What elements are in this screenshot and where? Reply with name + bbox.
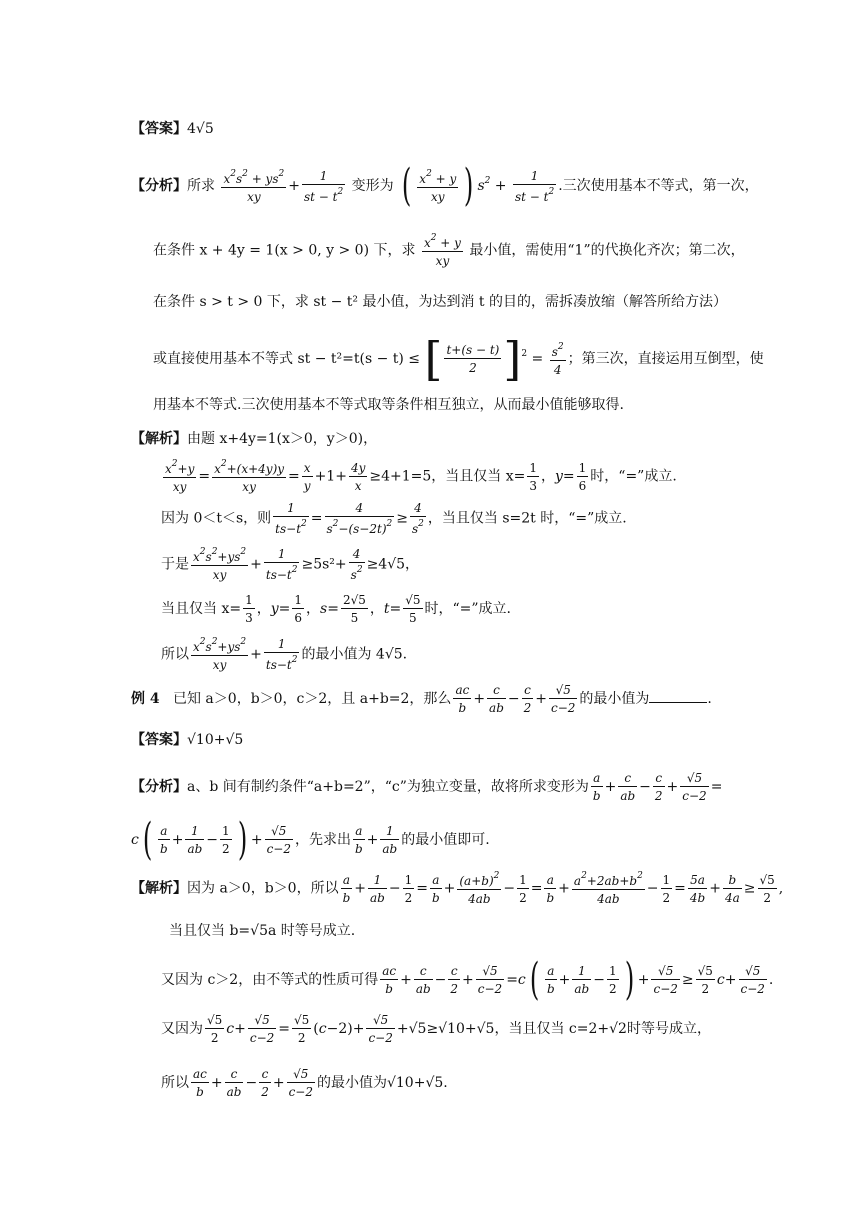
ex4-solution-line-4: 又因为 $\frac{√5}{2}$ c+ $\frac{√5}{c-2}$ = $\frac{√5}{2}$ (c−2)+ $\frac{√5}{c-2}$ +√5≥√10+√5，当且仅当 c=2+√2时等号成立， xyxy=(161,1013,711,1045)
solution-line-5: 当且仅当 x= $\frac{1}{3}$ ，y= $\frac{1}{6}$ ，s= $\frac{2√5}{5}$ ，t= $\frac{√5}{5}$ 时，“=”成立. xyxy=(161,593,512,625)
analysis-line-1: 【分析】所求 $\frac{x^2s^2 + ys^2}{xy}$ + $\frac{1}{st - t^2}$ 变形为 ( $\frac{x^2 + y}{xy}$ ) $s^2$ + $\frac{1}{st - t^2}$ .三次使用基本不等式，第一次， xyxy=(131,160,759,211)
answer-value: √10+√5 xyxy=(187,732,244,748)
ex4-solution-line-5: 所以 $\frac{ac}{b}$ + $\frac{c}{ab}$ − $\frac{c}{2}$ + $\frac{√5}{c-2}$ 的最小值为√10+√5. xyxy=(161,1067,448,1099)
analysis-tag: 【分析】 xyxy=(131,178,187,194)
ex4-analysis-line-2: c( $\frac{a}{b}$ + $\frac{1}{ab}$ − $\frac{1}{2}$ ) + $\frac{√5}{c-2}$ ，先求出 $\frac{a}{b}$ + $\frac{1}{ab}$ 的最小值即可. xyxy=(131,814,490,865)
ex4-analysis-line-1: 【分析】a、b 间有制约条件“a+b=2”，“c”为独立变量，故将所求变形为 $\frac{a}{b}$ + $\frac{c}{ab}$ − $\frac{c}{2}$ + $\frac{√5}{c-2}$ = xyxy=(131,771,723,803)
ex4-solution-line-3: 又因为 c＞2，由不等式的性质可得 $\frac{ac}{b}$ + $\frac{c}{ab}$ − $\frac{c}{2}$ + $\frac{√5}{c-2}$ =c( $\frac{a}{b}$ + $\frac{1}{ab}$ − $\frac{1}{2}$ ) + $\frac{√5}{c-2}$ ≥ $\frac{√5}{2}$ c+ $\frac{√5}{c-2}$ . xyxy=(161,954,774,1005)
solution-line-3: 因为 0＜t＜s，则 $\frac{1}{ts-t^2}$ = $\frac{4}{s^2-(s-2t)^2}$ ≥ $\frac{4}{s^2}$ ，当且仅当 s=2t 时，“=”成立. xyxy=(161,501,627,536)
solution-line-6: 所以 $\frac{x^2s^2+ys^2}{xy}$ + $\frac{1}{ts-t^2}$ 的最小值为 4√5. xyxy=(161,637,408,672)
answer-tag: 【答案】 xyxy=(131,121,187,137)
analysis-line-2: 在条件 x + 4y = 1(x > 0, y > 0) 下，求 $\frac{x^2 + y}{xy}$ 最小值，需使用“1”的代换化齐次；第二次， xyxy=(153,233,745,268)
analysis-line-5: 用基本不等式.三次使用基本不等式取等条件相互独立，从而最小值能够取得. xyxy=(153,397,624,413)
answer-line-ex4: 【答案】√10+√5 xyxy=(131,732,244,748)
ex4-solution-line-1: 【解析】因为 a＞0，b＞0，所以 $\frac{a}{b}$ + $\frac{1}{ab}$ − $\frac{1}{2}$ = $\frac{a}{b}$ + $\frac{(a+b)^2}{4ab}$ − $\frac{1}{2}$ = $\frac{a}{b}$ + $\frac{a^2+2ab+b^2}{4ab}$ − $\frac{1}{2}$ = $\frac{5a}{4b}$ + $\frac{b}{4a}$ ≥ $\frac{√5}{2}$ , xyxy=(131,871,784,906)
solution-tag: 【解析】 xyxy=(131,431,187,447)
answer-value: 4√5 xyxy=(187,121,214,137)
analysis-line-4: 或直接使用基本不等式 st − t²=t(s − t) ≤ [ $\frac{t+(s - t)}{2}$ ]$^2$ = $\frac{s^2}{4}$ ；第三次，直接运用互倒型，使 xyxy=(153,332,764,386)
solution-line-4: 于是 $\frac{x^2s^2+ys^2}{xy}$ + $\frac{1}{ts-t^2}$ ≥5s²+ $\frac{4}{s^2}$ ≥4√5， xyxy=(161,547,420,582)
expr-fraction: $\frac{x^2s^2 + ys^2}{xy}$ xyxy=(223,168,285,204)
example4-label: 例 4 xyxy=(131,691,160,707)
analysis-line-3: 在条件 s > t > 0 下，求 st − t² 最小值，为达到消 t 的目的，需拆凑放缩（解答所给方法） xyxy=(153,294,727,310)
answer-blank xyxy=(649,702,707,703)
solution-line-1: 【解析】由题 x+4y=1(x＞0，y＞0)， xyxy=(131,431,378,447)
answer-line-ex3 xyxy=(131,122,214,136)
solution-line-2: $\frac{x^2+y}{xy}$ = $\frac{x^2+(x+4y)y}{xy}$ = $\frac{x}{y}$ +1+ $\frac{4y}{x}$ ≥4+1=5，当且仅当 x= $\frac{1}{3}$ ，y= $\frac{1}{6}$ 时，“=”成立. xyxy=(165,459,677,494)
ex4-solution-line-2: 当且仅当 b=√5a 时等号成立. xyxy=(169,923,356,939)
example4-problem: 例 4 已知 a＞0，b＞0，c＞2，且 a+b=2，那么 $\frac{ac}{b}$ + $\frac{c}{ab}$ − $\frac{c}{2}$ + $\frac{√5}{c-2}$ 的最小值为 . xyxy=(131,683,712,715)
